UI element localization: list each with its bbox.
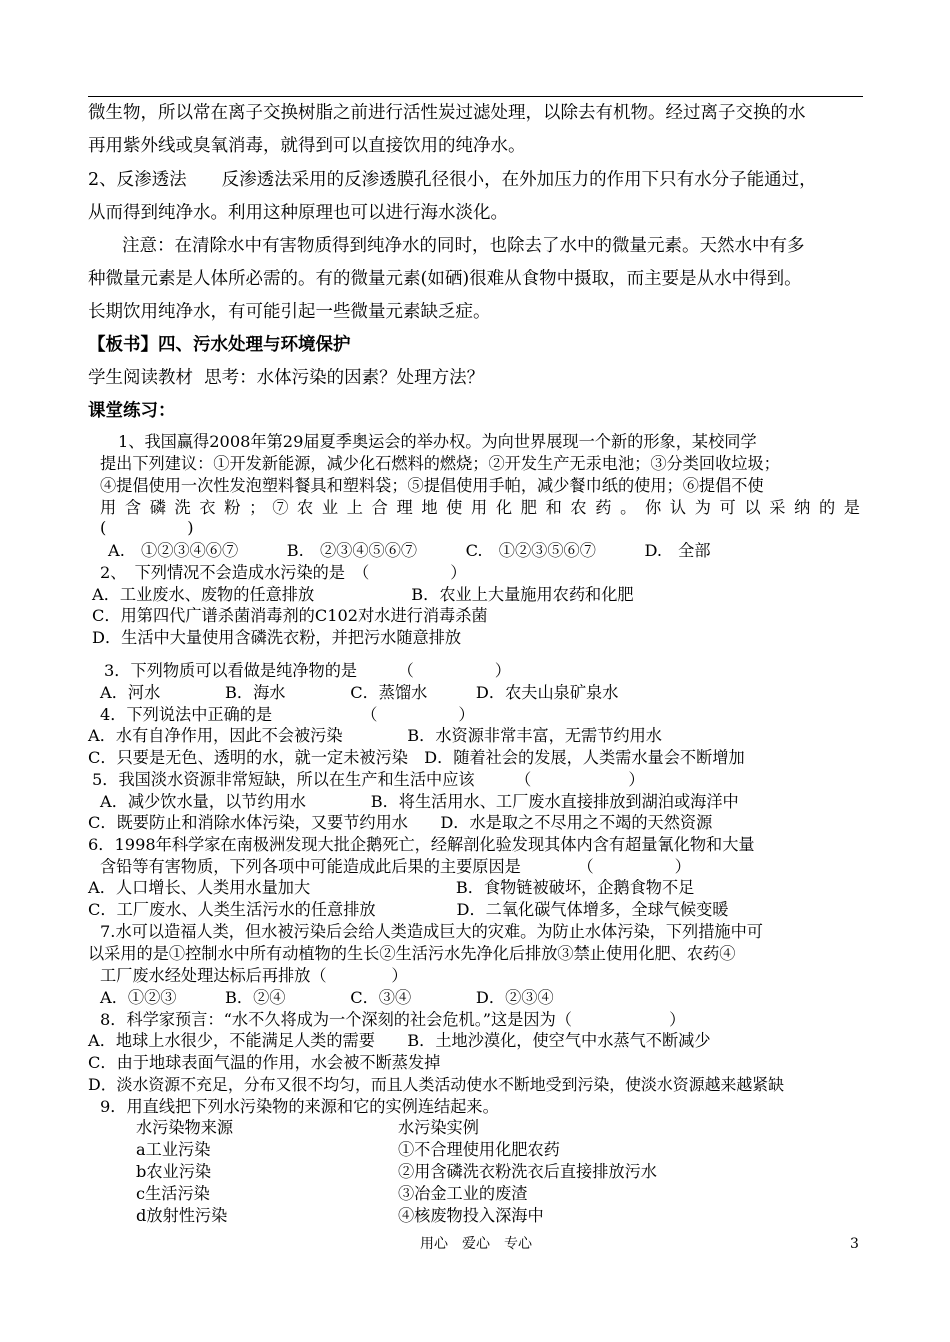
- question-options: A．地球上水很少，不能满足人类的需要 B．土地沙漠化，使空气中水蒸气不断减少: [88, 1031, 711, 1050]
- question-line: 7.水可以造福人类，但水被污染后会给人类造成巨大的灾难。为防止水体污染，下列措施中可: [100, 922, 763, 941]
- question-options: C．由于地球表面气温的作用，水会被不断蒸发掉: [88, 1053, 441, 1072]
- matching-right-item: ③冶金工业的废渣: [398, 1184, 528, 1203]
- question-line: 4．下列说法中正确的是 （ ）: [100, 705, 475, 724]
- passage-line: 从而得到纯净水。利用这种原理也可以进行海水淡化。: [88, 203, 508, 223]
- question-options: A．人口增长、人类用水量加大 B．食物链被破坏，企鹅食物不足: [88, 878, 695, 897]
- question-line: 3．下列物质可以看做是纯净物的是 （ ）: [104, 661, 511, 680]
- question-options: D．生活中大量使用含磷洗衣粉，并把污水随意排放: [92, 628, 462, 647]
- matching-right-item: ②用含磷洗衣粉洗衣后直接排放污水: [398, 1162, 657, 1181]
- matching-left-item: d放射性污染: [136, 1206, 228, 1225]
- matching-left-item: b农业污染: [136, 1162, 212, 1181]
- question-options: C．只要是无色、透明的水，就一定未被污染 D．随着社会的发展，人类需水量会不断增加: [88, 748, 745, 767]
- matching-right-header: 水污染实例: [398, 1118, 479, 1137]
- passage-line: 微生物，所以常在离子交换树脂之前进行活性炭过滤处理，以除去有机物。经过离子交换的水: [88, 103, 806, 123]
- question-line: 6．1998年科学家在南极洲发现大批企鹅死亡，经解剖化验发现其体内含有超量氰化物和大量: [88, 835, 755, 854]
- question-options: C．用第四代广谱杀菌消毒剂的C102对水进行消毒杀菌: [92, 606, 488, 625]
- matching-right-item: ④核废物投入深海中: [398, 1206, 544, 1225]
- question-options: A．水有自净作用，因此不会被污染 B．水资源非常丰富，无需节约用水: [88, 726, 662, 745]
- question-line: 9．用直线把下列水污染物的来源和它的实例连结起来。: [100, 1097, 499, 1116]
- question-line: 提出下列建议：①开发新能源，减少化石燃料的燃烧；②开发生产无汞电池；③分类回收垃圾；: [100, 454, 780, 473]
- question-line: 含铅等有害物质，下列各项中可能造成此后果的主要原因是 （ ）: [100, 857, 691, 876]
- question-options: A．工业废水、废物的任意排放 B．农业上大量施用农药和化肥: [92, 585, 634, 604]
- question-line: 2、 下列情况不会造成水污染的是 （ ）: [100, 563, 467, 582]
- passage-line: 2、反渗透法 反渗透法采用的反渗透膜孔径很小，在外加压力的作用下只有水分子能通过，: [88, 170, 817, 190]
- question-line: 5．我国淡水资源非常短缺，所以在生产和生活中应该 （ ）: [92, 770, 645, 789]
- matching-left-item: c生活污染: [136, 1184, 210, 1203]
- passage-line: 注意：在清除水中有害物质得到纯净水的同时，也除去了水中的微量元素。天然水中有多: [122, 236, 805, 256]
- question-options: D．淡水资源不充足，分布又很不均匀，而且人类活动使水不断地受到污染，使淡水资源越来越紧缺: [88, 1075, 785, 1094]
- question-options: C．工厂废水、人类生活污水的任意排放 D．二氧化碳气体增多，全球气候变暖: [88, 900, 729, 919]
- question-line: 8．科学家预言：“水不久将成为一个深刻的社会危机。”这是因为（ ）: [100, 1010, 686, 1029]
- question-line: 以采用的是①控制水中所有动植物的生长②生活污水先净化后排放③禁止使用化肥、农药④: [88, 944, 736, 963]
- reading-prompt: 学生阅读教材 思考：水体污染的因素？处理方法？: [88, 368, 485, 388]
- question-options: A. ①②③④⑥⑦ B. ②③④⑤⑥⑦ C. ①②③⑤⑥⑦ D. 全部: [108, 541, 711, 560]
- passage-line: 再用紫外线或臭氧消毒，就得到可以直接饮用的纯净水。: [88, 136, 526, 156]
- question-options: C．既要防止和消除水体污染，又要节约用水 D．水是取之不尽用之不竭的天然资源: [88, 813, 713, 832]
- matching-right-item: ①不合理使用化肥农药: [398, 1140, 560, 1159]
- header-rule: [88, 96, 863, 97]
- matching-left-item: a工业污染: [136, 1140, 211, 1159]
- question-line: 工厂废水经处理达标后再排放（ ）: [100, 966, 408, 985]
- question-line: 用 含 磷 洗 衣 粉 ； ⑦ 农 业 上 合 理 地 使 用 化 肥 和 农 药 。 你 认 为 可 以 采 纳 的 是: [100, 498, 860, 517]
- question-options: A．减少饮水量，以节约用水 B．将生活用水、工厂废水直接排放到湖泊或海洋中: [100, 792, 739, 811]
- section-title: 【板书】四、污水处理与环境保护: [88, 335, 351, 355]
- exercise-heading: 课堂练习：: [88, 401, 176, 421]
- question-options: A．①②③ B．②④ C．③④ D．②③④: [100, 988, 554, 1007]
- passage-line: 长期饮用纯净水，有可能引起一些微量元素缺乏症。: [88, 302, 491, 322]
- question-options: A．河水 B．海水 C．蒸馏水 D．农夫山泉矿泉水: [100, 683, 619, 702]
- matching-left-header: 水污染物来源: [136, 1118, 234, 1137]
- footer-motto: 用心 爱心 专心: [420, 1236, 532, 1252]
- question-line: ④提倡使用一次性发泡塑料餐具和塑料袋；⑤提倡使用手帕，减少餐巾纸的使用；⑥提倡不使: [100, 476, 764, 495]
- passage-line: 种微量元素是人体所必需的。有的微量元素(如硒)很难从食物中摄取，而主要是从水中得到。: [88, 269, 802, 289]
- question-line: ( ): [100, 518, 194, 537]
- question-line: 1、我国赢得2008年第29届夏季奥运会的举办权。为向世界展现一个新的形象，某校同学: [118, 432, 757, 451]
- page-number: 3: [850, 1236, 859, 1252]
